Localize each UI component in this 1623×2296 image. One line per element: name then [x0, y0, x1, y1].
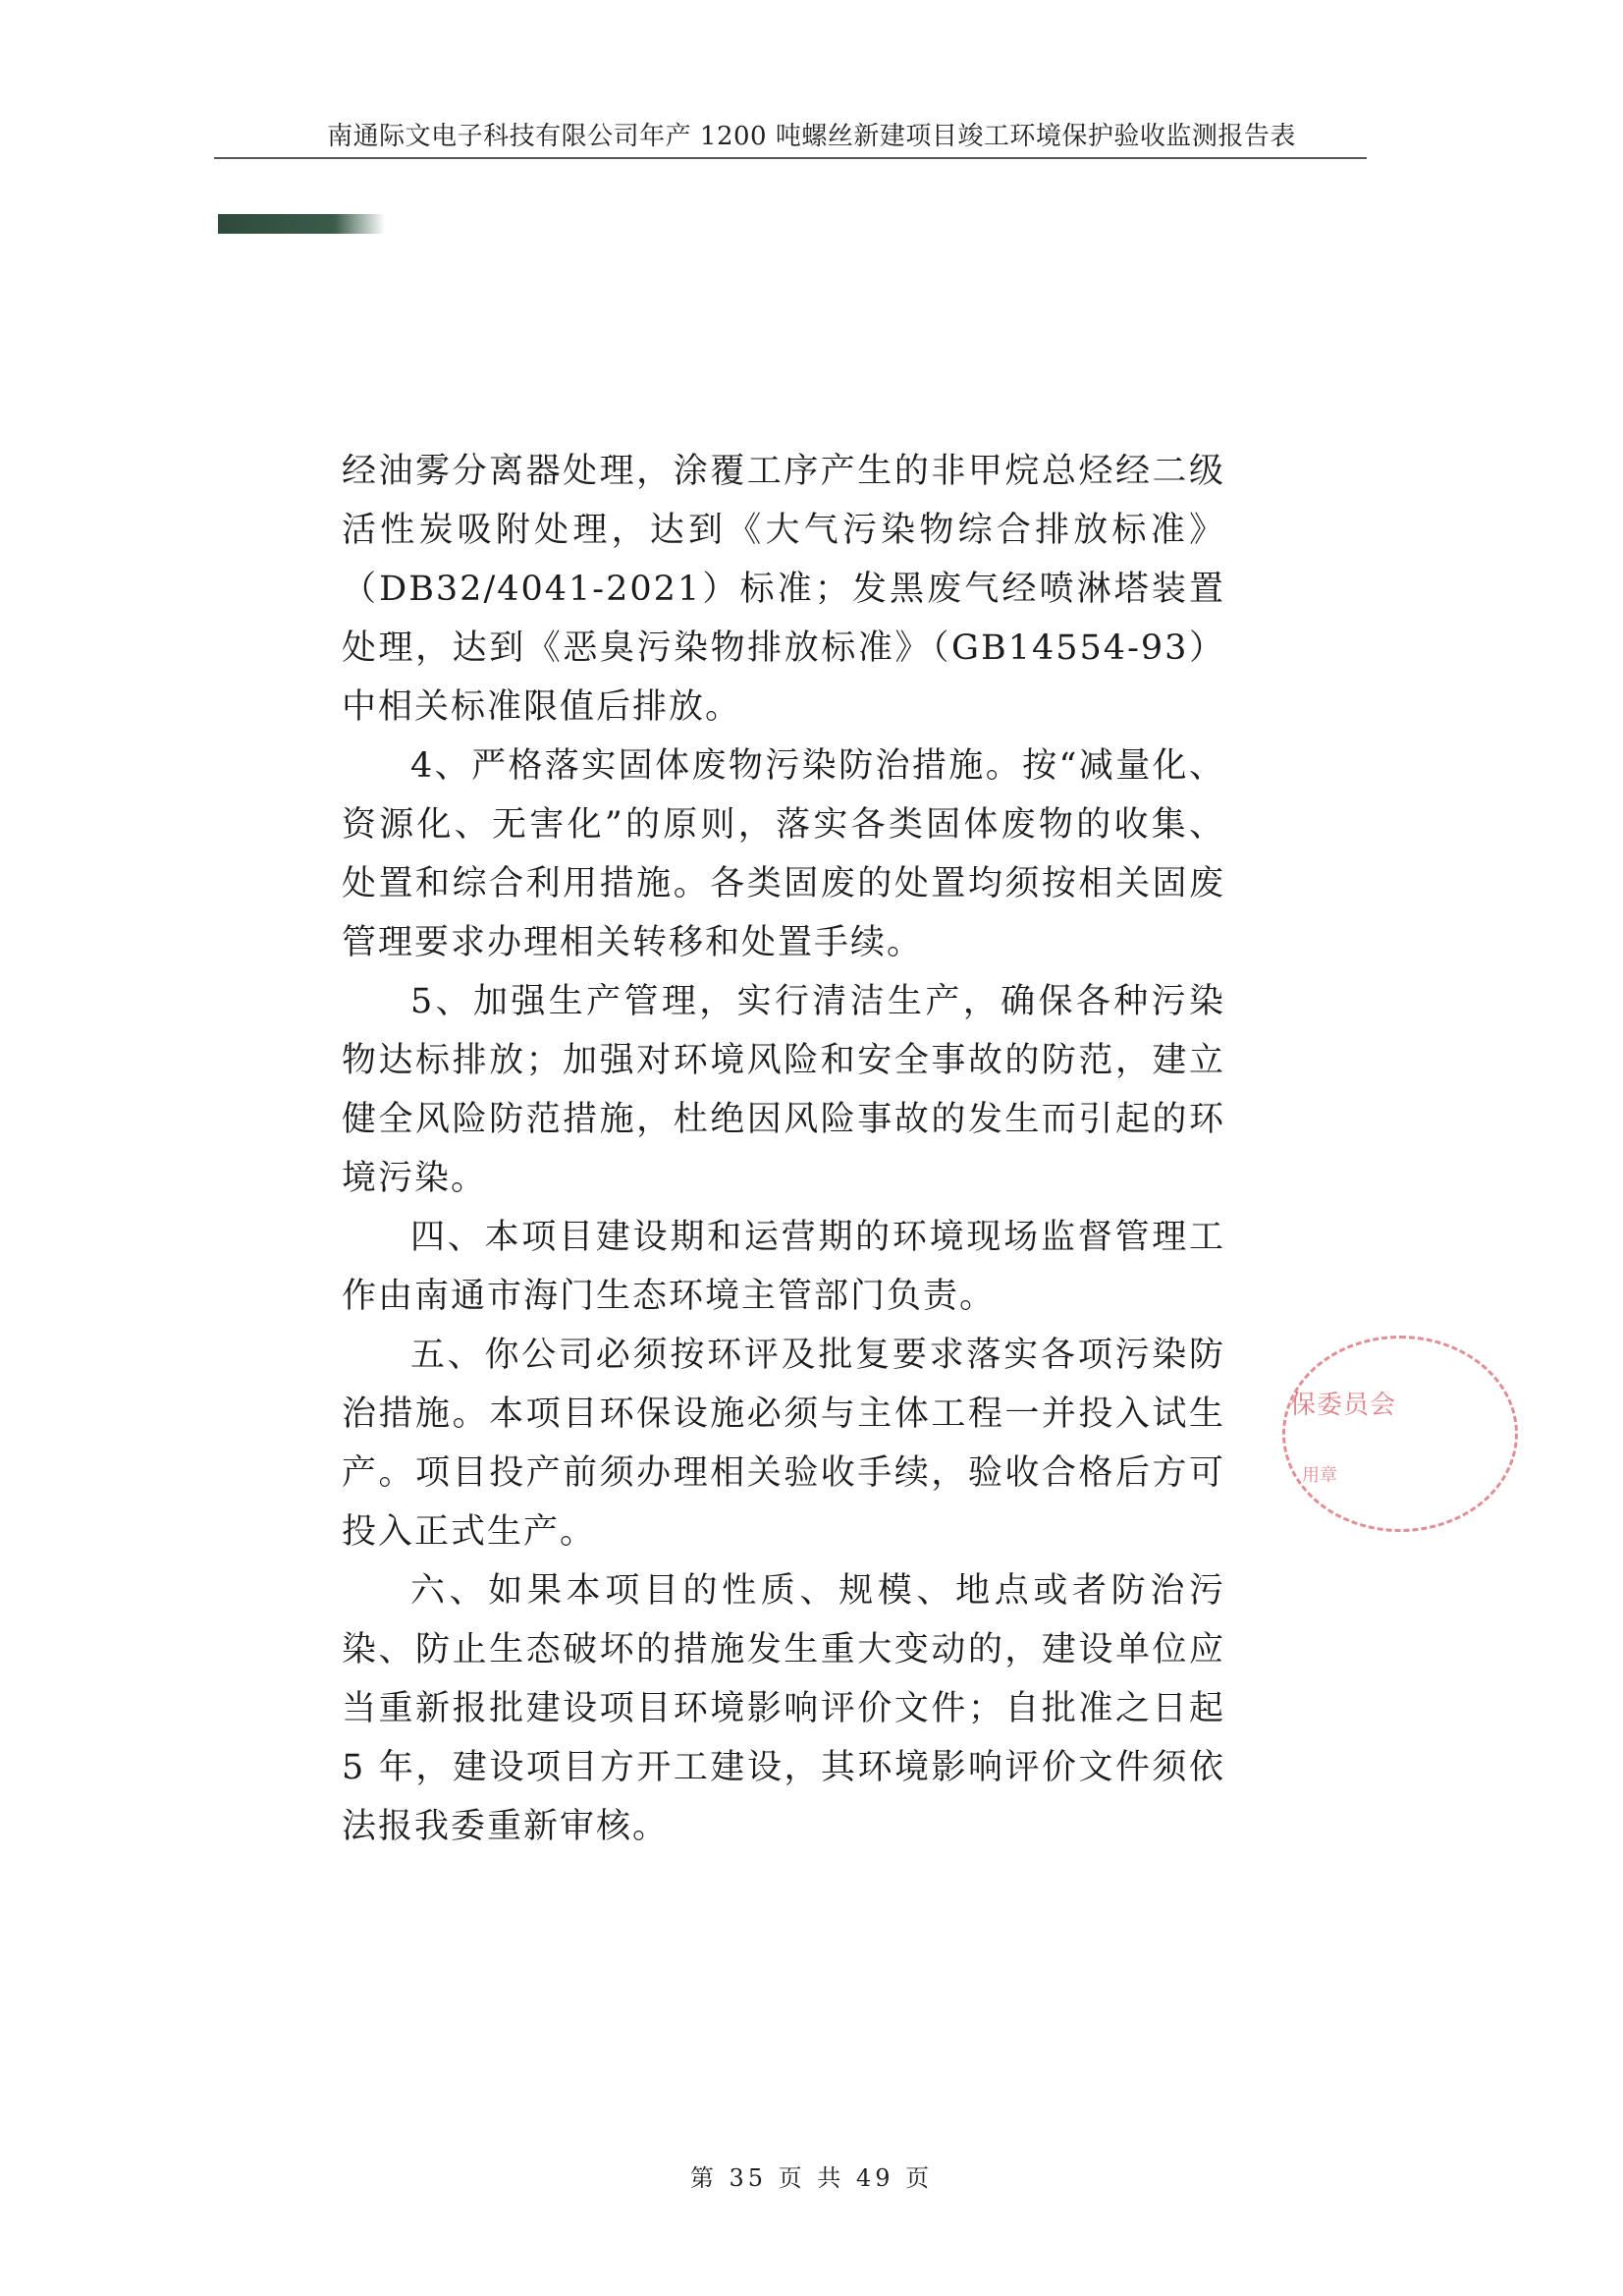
paragraph-solid-waste: 4、严格落实固体废物污染防治措施。按“减量化、资源化、无害化”的原则，落实各类固体废物的收集、处置和综合利用措施。各类固废的处置均须按相关固废管理要求办理相关转移和处置手续。: [342, 746, 1225, 962]
paragraph-continued: 经油雾分离器处理，涂覆工序产生的非甲烷总烃经二级活性炭吸附处理，达到《大气污染物综合排放标准》（DB32/4041-2021）标准；发黑废气经喷淋塔装置处理，达到《恶臭污染物排放标准》（GB14554-93）中相关标准限值后排放。: [342, 452, 1225, 727]
page-header: 南通际文电子科技有限公司年产 1200 吨螺丝新建项目竣工环境保护验收监测报告表: [327, 122, 1296, 151]
seal-subtext: 用章: [1302, 1465, 1337, 1486]
paragraph-acceptance: 五、你公司必须按环评及批复要求落实各项污染防治措施。本项目环保设施必须与主体工程一并投入试生产。项目投产前须办理相关验收手续，验收合格后方可投入正式生产。: [342, 1336, 1225, 1552]
page-number: 第 35 页 共 49 页: [689, 2164, 934, 2192]
header-decoration-bar: [218, 214, 385, 234]
seal-ring: [1282, 1336, 1518, 1532]
paragraph-supervision: 四、本项目建设期和运营期的环境现场监督管理工作由南通市海门生态环境主管部门负责。: [342, 1218, 1225, 1316]
seal-text: 保委员会: [1290, 1391, 1397, 1420]
paragraph-major-changes: 六、如果本项目的性质、规模、地点或者防治污染、防止生态破坏的措施发生重大变动的，建设单位应当重新报批建设项目环境影响评价文件；自批准之日起 5 年，建设项目方开工建设，其环境影响评价文件须依法报我委重新审核。: [342, 1571, 1225, 1846]
official-seal-stamp: [1282, 1336, 1397, 1532]
paragraph-production-management: 5、加强生产管理，实行清洁生产，确保各种污染物达标排放；加强对环境风险和安全事故的防范，建立健全风险防范措施，杜绝因风险事故的发生而引起的环境污染。: [342, 982, 1225, 1198]
header-divider: [214, 157, 1367, 159]
document-body: [342, 442, 1225, 1856]
